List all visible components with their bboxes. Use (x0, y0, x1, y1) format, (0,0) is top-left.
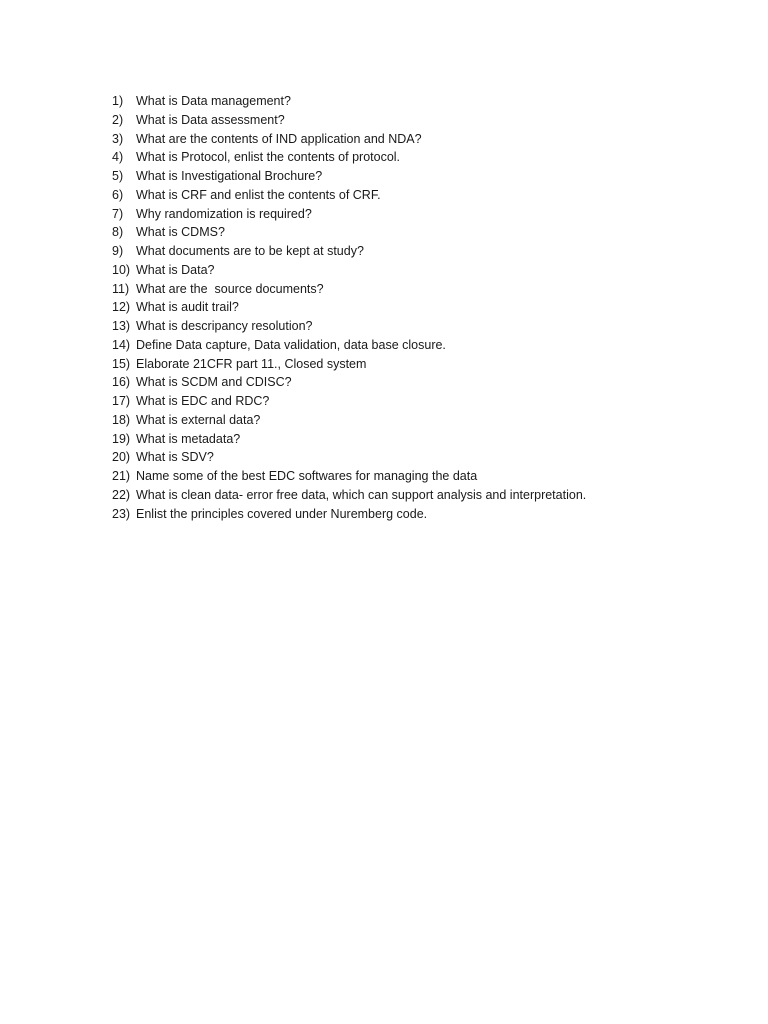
question-text: Why randomization is required? (136, 206, 312, 221)
question-item (112, 261, 712, 280)
question-item (112, 298, 712, 317)
question-item (112, 223, 712, 242)
question-number: 9) (112, 244, 124, 258)
question-item (112, 130, 712, 149)
question-item (112, 392, 712, 411)
question-number: 16) (112, 375, 131, 390)
question-text: What is Data management? (136, 94, 291, 108)
question-number: 23) (112, 506, 131, 521)
question-number: 7) (112, 206, 124, 221)
question-text: What is CDMS? (136, 225, 225, 240)
question-number: 22) (112, 487, 131, 502)
question-text: What is SDV? (136, 450, 214, 465)
question-text: What is Data? (136, 262, 215, 277)
question-item (112, 205, 712, 224)
question-number: 15) (112, 356, 131, 371)
question-item (112, 411, 712, 430)
question-text: What is Investigational Brochure? (136, 169, 323, 183)
question-item (112, 167, 712, 186)
question-number: 13) (112, 319, 131, 333)
question-item (112, 505, 712, 524)
question-number: 4) (112, 150, 124, 165)
question-item (112, 186, 712, 205)
question-text: What documents are to be kept at study? (136, 244, 364, 258)
question-text: What is CRF and enlist the contents of CRF. (136, 187, 381, 202)
question-number: 18) (112, 412, 131, 427)
question-text: What is EDC and RDC? (136, 394, 270, 408)
question-text: Elaborate 21CFR part 11., Closed system (136, 356, 367, 371)
question-text: What is audit trail? (136, 300, 239, 315)
question-number: 11) (112, 281, 130, 296)
question-item (112, 430, 712, 449)
question-number: 19) (112, 431, 131, 446)
question-item (112, 317, 712, 336)
question-item (112, 355, 712, 374)
question-text: What is Data assessment? (136, 112, 285, 127)
question-item (112, 467, 712, 486)
question-text: What are the contents of IND application and NDA? (136, 131, 422, 146)
question-number: 1) (112, 94, 124, 108)
question-text: What are the source documents? (136, 281, 324, 296)
question-item (112, 92, 712, 111)
question-number: 2) (112, 112, 124, 127)
question-number: 3) (112, 131, 124, 146)
question-text: What is descripancy resolution? (136, 319, 313, 333)
question-text: Enlist the principles covered under Nuremberg code. (136, 506, 428, 521)
question-number: 6) (112, 187, 124, 202)
question-number: 17) (112, 394, 131, 408)
question-number: 12) (112, 300, 131, 315)
question-text: Name some of the best EDC softwares for managing the data (136, 469, 478, 483)
question-text: Define Data capture, Data validation, data base closure. (136, 337, 446, 352)
question-number: 21) (112, 469, 131, 483)
question-text: What is metadata? (136, 431, 241, 446)
question-item (112, 111, 712, 130)
question-text: What is external data? (136, 412, 261, 427)
question-item (112, 448, 712, 467)
question-number: 8) (112, 225, 124, 240)
question-number: 14) (112, 337, 131, 352)
question-number: 5) (112, 169, 124, 183)
question-number: 10) (112, 262, 131, 277)
question-item (112, 242, 712, 261)
question-text: What is Protocol, enlist the contents of protocol. (136, 150, 401, 165)
question-text: What is clean data- error free data, which can support analysis and interpretation. (136, 487, 587, 502)
question-item (112, 486, 712, 505)
question-list (112, 92, 712, 523)
question-number: 20) (112, 450, 131, 465)
question-item (112, 280, 712, 299)
question-text: What is SCDM and CDISC? (136, 375, 292, 390)
question-item (112, 373, 712, 392)
question-item (112, 148, 712, 167)
question-item (112, 336, 712, 355)
